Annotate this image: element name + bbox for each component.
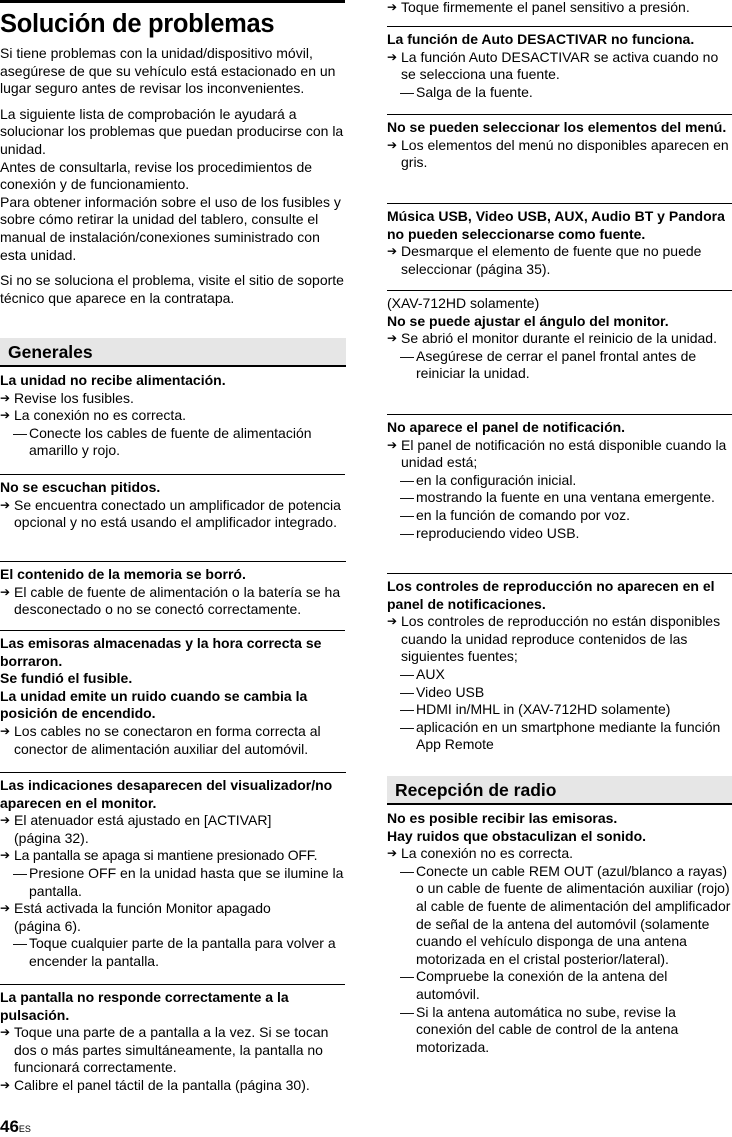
arrow-icon: ➔: [387, 137, 398, 152]
arrow-icon: ➔: [387, 49, 398, 64]
dash-icon: —: [400, 683, 414, 700]
faq-no-power: [0, 372, 345, 460]
dash-icon: —: [400, 665, 414, 682]
intro-paragraph: La siguiente lista de comprobación le ayudará a solucionar los problemas que puedan producirse con la unidad.: [0, 105, 344, 157]
faq-notification-panel: [387, 414, 732, 542]
faq-detail: — aplicación en un smartphone mediante la función App Remote: [400, 718, 721, 753]
section-heading-radio: Recepción de radio: [387, 776, 732, 805]
faq-answer: ➔ El cable de fuente de alimentación o la batería se ha desconectado o no se conectó correctamente.: [0, 583, 341, 618]
arrow-icon: ➔: [387, 331, 398, 346]
arrow-icon: ➔: [0, 1077, 11, 1092]
faq-detail: — reproduciendo video USB.: [400, 524, 580, 541]
faq-auto-off: [387, 26, 732, 101]
faq-answer: ➔ Los cables no se conectaron en forma correcta al conector de alimentación auxiliar del automóvil.: [0, 722, 321, 757]
faq-detail: — mostrando la fuente en una ventana emergente.: [400, 489, 715, 506]
top-rule: [0, 0, 345, 3]
arrow-icon: ➔: [387, 437, 398, 452]
faq-answer: ➔ La pantalla se apaga si mantiene presionado OFF.: [0, 847, 318, 864]
faq-question: No se puede ajustar el ángulo del monitor.: [387, 312, 669, 329]
faq-answer: ➔ Toque una parte de a pantalla a la vez. Si se tocan dos o más partes simultáneamente, la pantalla no funcionará correctamente.: [0, 1024, 329, 1076]
dash-icon: —: [400, 701, 414, 718]
faq-answer: ➔ Se abrió el monitor durante el reinicio de la unidad.: [387, 330, 717, 347]
faq-detail: — Si la antena automática no sube, revise la conexión del cable de control de la antena motorizada.: [400, 1003, 679, 1055]
arrow-icon: ➔: [0, 813, 11, 828]
faq-answer: ➔ Se encuentra conectado un amplificador de potencia opcional y no está usando el amplificador integrado.: [0, 496, 341, 531]
faq-detail: — Compruebe la conexión de la antena del automóvil.: [400, 968, 668, 1002]
dash-icon: —: [400, 506, 414, 523]
intro-paragraph: Si tiene problemas con la unidad/dispositivo móvil, asegúrese de que su vehículo está estacionado en un lugar seguro antes de revisar los inconvenientes.: [0, 45, 336, 97]
faq-no-stations: [387, 810, 732, 1056]
faq-detail: — HDMI in/MHL in (XAV-712HD solamente): [400, 701, 671, 718]
arrow-icon: ➔: [387, 614, 398, 629]
faq-answer: ➔ La función Auto DESACTIVAR se activa cuando no se selecciona una fuente.: [387, 48, 719, 83]
dash-icon: —: [400, 471, 414, 488]
dash-icon: —: [13, 935, 27, 952]
faq-question: Los controles de reproducción no aparecen en el panel de notificaciones.: [387, 578, 715, 612]
faq-question: La pantalla no responde correctamente a la pulsación.: [0, 989, 289, 1023]
section-heading-general: Generales: [0, 338, 346, 367]
dash-icon: —: [400, 489, 414, 506]
arrow-icon: ➔: [0, 848, 10, 863]
intro-text: [0, 45, 348, 315]
faq-stations-erased: [0, 630, 345, 758]
faq-question: La unidad no recibe alimentación.: [0, 372, 226, 388]
dash-icon: —: [13, 424, 27, 441]
faq-memory-erased: [0, 561, 346, 619]
faq-detail: — Salga de la fuente.: [400, 83, 533, 100]
faq-question: No se escuchan pitidos.: [0, 479, 161, 495]
faq-display-disappears: [0, 772, 346, 971]
faq-answer: ➔ Toque firmemente el panel sensitivo a presión.: [387, 0, 690, 15]
page-title: Solución de problemas: [0, 10, 275, 38]
dash-icon: —: [400, 862, 414, 879]
faq-touch-not-responding: [0, 984, 345, 1095]
faq-answer: ➔ El panel de notificación no está disponible cuando la unidad está;: [387, 436, 727, 471]
faq-detail: — Toque cualquier parte de la pantalla para volver a encender la pantalla.: [13, 935, 336, 969]
faq-detail: — en la configuración inicial.: [400, 471, 577, 488]
faq-question: Las indicaciones desaparecen del visualizador/no aparecen en el monitor.: [0, 777, 333, 811]
arrow-icon: ➔: [0, 1025, 11, 1040]
dash-icon: —: [13, 864, 27, 881]
faq-answer: ➔ Revise los fusibles.: [0, 389, 134, 406]
faq-menu-items: [387, 114, 732, 172]
faq-no-beeps: [0, 474, 345, 532]
faq-question: Música USB, Video USB, AUX, Audio BT y Pandora no pueden seleccionarse como fuente.: [387, 208, 725, 242]
faq-answer: ➔ Desmarque el elemento de fuente que no puede seleccionar (página 35).: [387, 243, 702, 277]
faq-detail: — Asegúrese de cerrar el panel frontal antes de reiniciar la unidad.: [400, 347, 697, 382]
faq-detail: — en la función de comando por voz.: [400, 506, 631, 523]
arrow-icon: ➔: [0, 497, 11, 512]
arrow-icon: ➔: [387, 244, 398, 259]
faq-sources-not-selectable: [387, 203, 732, 278]
arrow-icon: ➔: [0, 901, 11, 916]
faq-playback-controls: [387, 573, 732, 754]
faq-question: Las emisoras almacenadas y la hora correcta se borraron.: [0, 635, 322, 669]
faq-question: La función de Auto DESACTIVAR no funciona.: [387, 31, 695, 47]
intro-paragraph: Antes de consultarla, revise los procedimientos de conexión y de funcionamiento.: [0, 158, 313, 193]
faq-question: La unidad emite un ruido cuando se cambia la posición de encendido.: [0, 687, 308, 722]
dash-icon: —: [400, 718, 414, 735]
arrow-icon: ➔: [0, 584, 11, 599]
faq-answer: ➔ Los elementos del menú no disponibles aparecen en gris.: [387, 136, 729, 171]
intro-paragraph: Para obtener información sobre el uso de los fusibles y sobre cómo retirar la unidad del tablero, consulte el manual de instalación/conexiones suministrado con esta unidad.: [0, 193, 341, 263]
faq-monitor-angle: [387, 290, 732, 383]
dash-icon: —: [400, 347, 414, 364]
model-note: (XAV-712HD solamente): [387, 295, 540, 311]
page-number: 46ES: [0, 1117, 31, 1136]
faq-detail: — Presione OFF en la unidad hasta que se ilumine la pantalla.: [13, 864, 344, 899]
dash-icon: —: [400, 1003, 414, 1020]
dash-icon: —: [400, 83, 414, 100]
faq-question: Hay ruidos que obstaculizan el sonido.: [387, 827, 647, 844]
dash-icon: —: [400, 968, 414, 985]
arrow-icon: ➔: [0, 390, 11, 405]
faq-answer: ➔ Los controles de reproducción no están disponibles cuando la unidad reproduce contenidos de las siguientes fuentes;: [387, 613, 721, 665]
faq-detail: — Video USB: [400, 683, 485, 700]
faq-answer: ➔ La conexión no es correcta.: [0, 407, 186, 424]
dash-icon: —: [400, 524, 414, 541]
faq-question: No aparece el panel de notificación.: [387, 419, 626, 435]
faq-question: No es posible recibir las emisoras.: [387, 810, 618, 826]
faq-answer: ➔ El atenuador está ajustado en [ACTIVAR] (página 32).: [0, 812, 272, 846]
arrow-icon: ➔: [0, 723, 11, 738]
faq-detail: — AUX: [400, 665, 445, 682]
faq-detail: — Conecte un cable REM OUT (azul/blanco a rayas) o un cable de fuente de alimentación auxiliar (rojo) al cable de fuente de alimentación del amplificador de señal de la antena del automóvil (solamente cuando el vehículo disponga de una antena motorizada en el cristal posterior/lateral).: [400, 862, 731, 967]
faq-question: Se fundió el fusible.: [0, 670, 133, 687]
faq-detail: — Conecte los cables de fuente de alimentación amarillo y rojo.: [13, 424, 312, 459]
intro-paragraph: Si no se soluciona el problema, visite el sitio de soporte técnico que aparece en la contratapa.: [0, 272, 344, 306]
faq-answer: ➔ Está activada la función Monitor apagado (página 6).: [0, 900, 271, 934]
faq-continued: [387, 0, 732, 17]
arrow-icon: ➔: [387, 846, 398, 861]
faq-question: El contenido de la memoria se borró.: [0, 566, 246, 582]
arrow-icon: ➔: [0, 408, 11, 423]
faq-answer: ➔ Calibre el panel táctil de la pantalla (página 30).: [0, 1076, 310, 1093]
faq-answer: ➔ La conexión no es correcta.: [387, 845, 573, 862]
faq-question: No se pueden seleccionar los elementos del menú.: [387, 119, 727, 135]
arrow-icon: ➔: [387, 0, 398, 14]
